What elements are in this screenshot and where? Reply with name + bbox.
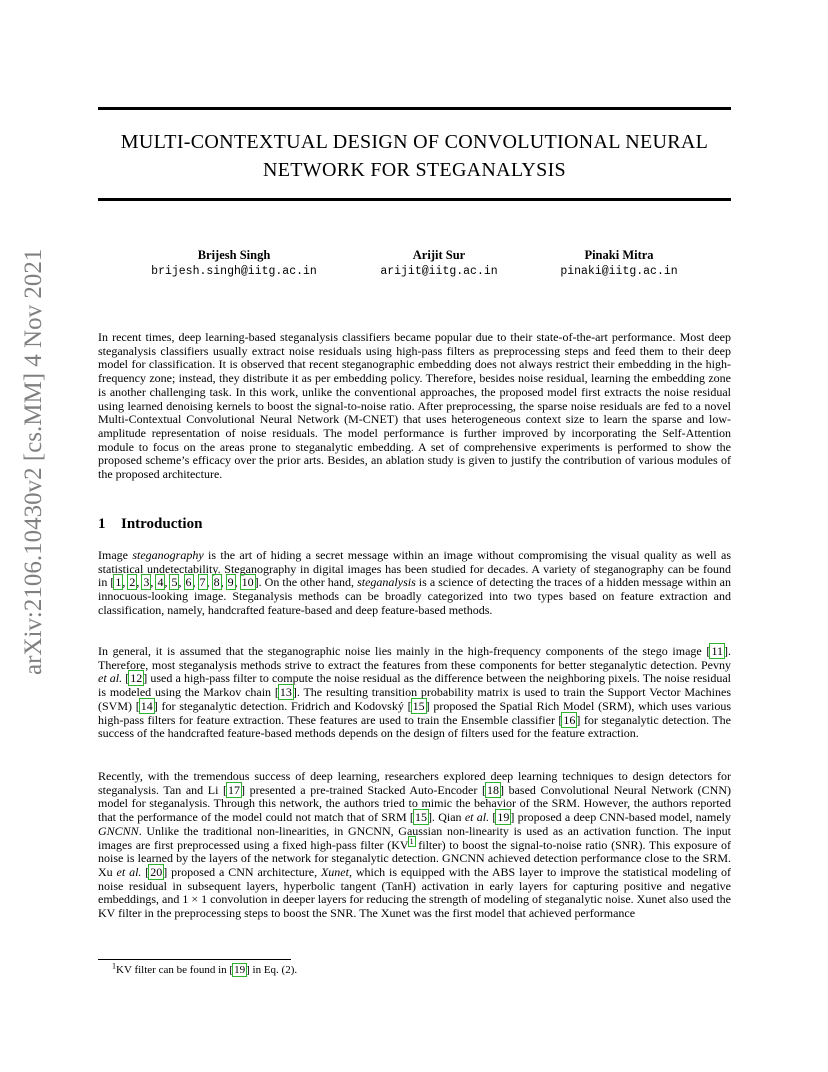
citation-link[interactable]: 13 <box>279 685 292 700</box>
footnote-link[interactable]: 1 <box>409 836 414 846</box>
citation-link[interactable]: 2 <box>129 575 136 590</box>
citation-link[interactable]: 19 <box>497 810 510 825</box>
body-paragraph: In general, it is assumed that the steganographic noise lies mainly in the high-frequency components of the stego image [11]. Therefore, most steganalysis methods strive to extract the features from these components for better steganalytic detection. Pevny et al. [12] used a high-pass filter to compute the noise residual as the difference between the neighboring pixels. The noise residual is modeled using the Markov chain [13]. The resulting transition probability matrix is used to train the Support Vector Machines (SVM) [14] for steganalytic detection. Fridrich and Kodovský [15] proposed the Spatial Rich Model (SRM), which uses various high-pass filters for feature extraction. These features are used to train the Ensemble classifier [16] for steganalytic detection. The success of the handcrafted feature-based methods depends on the design of filters used for the feature extraction. <box>98 644 731 741</box>
title-line-2: NETWORK FOR STEGANALYSIS <box>263 159 566 181</box>
citation-link[interactable]: 20 <box>150 864 163 879</box>
section-heading <box>98 514 202 534</box>
footnote: $^1$KV filter can be found in [19] in Eq. (2). <box>112 961 298 976</box>
author-email[interactable]: pinaki@iitg.ac.in <box>560 265 678 278</box>
abstract: In recent times, deep learning-based steganalysis classifiers became popular due to their state-of-the-art performance. Most deep steganalysis classifiers usually extract noise residuals using high-pass filters as preprocessing steps and feed them to their deep model for classification. It is observed that recent steganographic embedding does not always restrict their embedding in the high-frequency zone; instead, they distribute it as per embedding policy. Therefore, besides noise residual, learning the embedding zone is another challenging task. In this work, unlike the conventional approaches, the proposed model first extracts the noise residual using learned denoising kernels to boost the signal-to-noise ratio. After preprocessing, the sparse noise residuals are fed to a novel Multi-Contextual Convolutional Neural Network (M-CNET) that uses heterogeneous context size to learn the sparse and low-amplitude representation of noise residuals. The model performance is further improved by incorporating the Self-Attention module to focus on the areas prone to steganalytic embedding. A set of comprehensive experiments is performed to show the proposed scheme’s efficacy over the prior arts. Besides, an ablation study is given to justify the contribution of various modules of the proposed architecture. <box>98 330 731 482</box>
citation-link[interactable]: 19 <box>234 964 246 976</box>
citation-link[interactable]: 14 <box>140 698 153 713</box>
body-paragraph: Image steganography is the art of hiding a secret message within an image without compromising the visual quality as well as statistical undetectability. Steganography in digital images has been studied for decades. A variety of steganography can be found in [1, 2, 3, 4, 5, 6, 7, 8, 9, 10]. On the other hand, steganalysis is a science of detecting the traces of a hidden message within an innocuous-looking image. Steganalysis methods can be broadly categorized into two types based on feature extraction and classification, namely, handcrafted feature-based and deep feature-based methods. <box>98 548 732 617</box>
body-paragraph: Recently, with the tremendous success of deep learning, researchers explored deep learning techniques to design detectors for steganalysis. Tan and Li [17] presented a pre-trained Stacked Auto-Encoder [18] based Convolutional Neural Network (CNN) model for steganalysis. Through this network, the authors tried to mimic the behavior of the SRM. However, the authors reported that the performance of the model could not match that of SRM [15]. Qian et al. [19] proposed a deep CNN-based model, namely GNCNN. Unlike the traditional non-linearities, in GNCNN, Gaussian non-linearity is used as an activation function. The input images are first preprocessed using a fixed high-pass filter ($KV^1$ filter) to boost the signal-to-noise ratio (SNR). This exposure of noise is learned by the layers of the network for steganalytic detection. GNCNN achieved detection performance close to the SRM. Xu et al. [20] proposed a CNN architecture, Xunet, which is equipped with the ABS layer to improve the statistical modeling of noise residual in subsequent layers, hyperbolic tangent (TanH) activation in early layers for capturing positive and negative embeddings, and 1 × 1 convolution in deeper layers for reducing the strength of modeling of steganalytic noise. Xunet also used the KV filter in the preprocessing steps to boost the SNR. The Xunet was the first model that achieved performance <box>98 769 732 921</box>
citation-link[interactable]: 9 <box>227 575 234 590</box>
author-name: Brijesh Singh <box>197 248 271 262</box>
citation-link[interactable]: 18 <box>486 782 499 797</box>
citation-link[interactable]: 15 <box>412 698 425 713</box>
citation-link[interactable]: 6 <box>185 575 192 590</box>
author-block <box>124 247 344 280</box>
citation-link[interactable]: 16 <box>563 712 576 727</box>
author-name: Arijit Sur <box>412 248 466 262</box>
citation-link[interactable]: 17 <box>228 782 241 797</box>
arxiv-identifier: arXiv:2106.10430v2 [cs.MM] 4 Nov 2021 <box>20 248 47 675</box>
footnote-mark: 1 <box>112 961 116 971</box>
citation-link[interactable]: 10 <box>241 575 254 590</box>
author-email[interactable]: arijit@iitg.ac.in <box>380 265 498 278</box>
citation-link[interactable]: 4 <box>157 575 164 590</box>
citation-link[interactable]: 7 <box>199 575 206 590</box>
author-email[interactable]: brijesh.singh@iitg.ac.in <box>151 265 317 278</box>
citation-link[interactable]: 1 <box>115 575 122 590</box>
citation-link[interactable]: 8 <box>213 575 220 590</box>
footnote-rule <box>98 959 291 960</box>
paper-title <box>98 128 731 184</box>
citation-link[interactable]: 15 <box>414 810 427 825</box>
title-top-rule <box>98 107 731 110</box>
citation-link[interactable]: 3 <box>143 575 150 590</box>
citation-link[interactable]: 12 <box>130 671 143 686</box>
author-block <box>509 247 729 280</box>
section-number: 1 <box>98 516 106 532</box>
title-bottom-rule <box>98 198 731 201</box>
author-name: Pinaki Mitra <box>584 248 654 262</box>
citation-link[interactable]: 5 <box>171 575 178 590</box>
section-title: Introduction <box>121 516 203 532</box>
title-line-1: MULTI-CONTEXTUAL DESIGN OF CONVOLUTIONAL NEURAL <box>120 131 709 153</box>
citation-link[interactable]: 11 <box>711 644 723 658</box>
